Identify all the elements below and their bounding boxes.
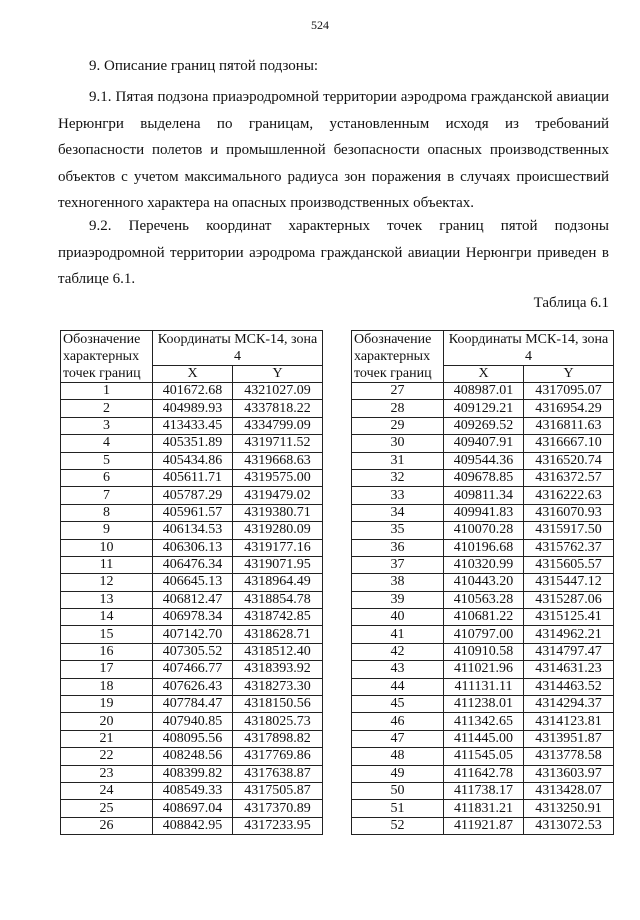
point-number-cell: 33 (352, 487, 444, 504)
x-coordinate-cell: 410320.99 (444, 556, 524, 573)
table-row (61, 696, 323, 713)
table-row (352, 730, 614, 747)
y-coordinate-cell: 4318273.30 (233, 678, 323, 695)
table-row (61, 591, 323, 608)
y-coordinate-cell: 4318393.92 (233, 661, 323, 678)
point-number-cell: 29 (352, 417, 444, 434)
paragraph-9-1: 9.1. Пятая подзона приаэродромной территории аэродрома гражданской авиации Нерюнгри выделена по границам, установленным исходя из требований безопасности полетов и промышленной безопасности опасных производственных объектов с учетом максимального радиуса зон поражения в случаях происшествий техногенного характера на опасных производственных объектах. (58, 89, 609, 211)
point-number-cell: 11 (61, 556, 153, 573)
y-coordinate-cell: 4317095.07 (524, 383, 614, 400)
point-number-cell: 16 (61, 643, 153, 660)
table-row (61, 556, 323, 573)
table-row (352, 435, 614, 452)
x-coordinate-cell: 408399.82 (153, 765, 233, 782)
x-coordinate-cell: 411831.21 (444, 800, 524, 817)
y-coordinate-cell: 4314123.81 (524, 713, 614, 730)
y-coordinate-cell: 4317370.89 (233, 800, 323, 817)
table-row (61, 487, 323, 504)
point-number-cell: 40 (352, 609, 444, 626)
point-number-cell: 51 (352, 800, 444, 817)
x-coordinate-cell: 408248.56 (153, 748, 233, 765)
table-row (352, 469, 614, 486)
x-coordinate-cell: 406812.47 (153, 591, 233, 608)
table-row (61, 713, 323, 730)
y-coordinate-cell: 4318628.71 (233, 626, 323, 643)
header-x: X (444, 366, 524, 383)
x-coordinate-cell: 406306.13 (153, 539, 233, 556)
point-number-cell: 41 (352, 626, 444, 643)
y-coordinate-cell: 4316070.93 (524, 504, 614, 521)
y-coordinate-cell: 4315762.37 (524, 539, 614, 556)
table-row (61, 539, 323, 556)
y-coordinate-cell: 4313603.97 (524, 765, 614, 782)
x-coordinate-cell: 406476.34 (153, 556, 233, 573)
point-number-cell: 42 (352, 643, 444, 660)
table-row (352, 643, 614, 660)
point-number-cell: 15 (61, 626, 153, 643)
x-coordinate-cell: 407466.77 (153, 661, 233, 678)
x-coordinate-cell: 409407.91 (444, 435, 524, 452)
table-row (352, 574, 614, 591)
point-number-cell: 37 (352, 556, 444, 573)
point-number-cell: 48 (352, 748, 444, 765)
x-coordinate-cell: 411921.87 (444, 817, 524, 834)
y-coordinate-cell: 4316954.29 (524, 400, 614, 417)
table-row (61, 626, 323, 643)
table-row (352, 504, 614, 521)
y-coordinate-cell: 4319479.02 (233, 487, 323, 504)
y-coordinate-cell: 4319668.63 (233, 452, 323, 469)
x-coordinate-cell: 413433.45 (153, 417, 233, 434)
point-number-cell: 26 (61, 817, 153, 834)
y-coordinate-cell: 4314463.52 (524, 678, 614, 695)
point-number-cell: 24 (61, 782, 153, 799)
table-row (61, 748, 323, 765)
x-coordinate-cell: 409269.52 (444, 417, 524, 434)
y-coordinate-cell: 4314294.37 (524, 696, 614, 713)
table-row (352, 591, 614, 608)
point-number-cell: 6 (61, 469, 153, 486)
y-coordinate-cell: 4319280.09 (233, 522, 323, 539)
point-number-cell: 7 (61, 487, 153, 504)
x-coordinate-cell: 411238.01 (444, 696, 524, 713)
table-row (61, 643, 323, 660)
table-row (352, 696, 614, 713)
point-number-cell: 28 (352, 400, 444, 417)
point-number-cell: 13 (61, 591, 153, 608)
point-number-cell: 10 (61, 539, 153, 556)
x-coordinate-cell: 408987.01 (444, 383, 524, 400)
point-number-cell: 8 (61, 504, 153, 521)
y-coordinate-cell: 4316520.74 (524, 452, 614, 469)
y-coordinate-cell: 4316222.63 (524, 487, 614, 504)
y-coordinate-cell: 4313250.91 (524, 800, 614, 817)
point-number-cell: 50 (352, 782, 444, 799)
page-number: 524 (311, 18, 329, 32)
x-coordinate-cell: 410797.00 (444, 626, 524, 643)
table-row (61, 730, 323, 747)
x-coordinate-cell: 409129.21 (444, 400, 524, 417)
y-coordinate-cell: 4316811.63 (524, 417, 614, 434)
table-body-left (61, 383, 323, 835)
point-number-cell: 52 (352, 817, 444, 834)
table-row (352, 800, 614, 817)
point-number-cell: 2 (61, 400, 153, 417)
table-row (61, 609, 323, 626)
paragraph-9-2: 9.2. Перечень координат характерных точек границ пятой подзоны приаэродромной территории аэродрома гражданской авиации Нерюнгри приведен в таблице 6.1. (58, 218, 609, 287)
x-coordinate-cell: 411642.78 (444, 765, 524, 782)
table-row (61, 469, 323, 486)
header-y: Y (524, 366, 614, 383)
table-row (352, 609, 614, 626)
table-row (352, 487, 614, 504)
y-coordinate-cell: 4316667.10 (524, 435, 614, 452)
point-number-cell: 35 (352, 522, 444, 539)
y-coordinate-cell: 4315605.57 (524, 556, 614, 573)
table-row (352, 452, 614, 469)
table-row (352, 748, 614, 765)
point-number-cell: 12 (61, 574, 153, 591)
y-coordinate-cell: 4316372.57 (524, 469, 614, 486)
y-coordinate-cell: 4315447.12 (524, 574, 614, 591)
y-coordinate-cell: 4317505.87 (233, 782, 323, 799)
y-coordinate-cell: 4318512.40 (233, 643, 323, 660)
point-number-cell: 31 (352, 452, 444, 469)
table-row (352, 661, 614, 678)
y-coordinate-cell: 4319177.16 (233, 539, 323, 556)
header-coordinates: Координаты МСК-14, зона 4 (444, 331, 614, 366)
table-row (61, 504, 323, 521)
x-coordinate-cell: 408697.04 (153, 800, 233, 817)
y-coordinate-cell: 4314631.23 (524, 661, 614, 678)
y-coordinate-cell: 4313428.07 (524, 782, 614, 799)
point-number-cell: 20 (61, 713, 153, 730)
x-coordinate-cell: 407626.43 (153, 678, 233, 695)
x-coordinate-cell: 409544.36 (444, 452, 524, 469)
table-row (61, 800, 323, 817)
table-row (61, 417, 323, 434)
point-number-cell: 5 (61, 452, 153, 469)
point-number-cell: 22 (61, 748, 153, 765)
y-coordinate-cell: 4318742.85 (233, 609, 323, 626)
x-coordinate-cell: 408549.33 (153, 782, 233, 799)
x-coordinate-cell: 410196.68 (444, 539, 524, 556)
y-coordinate-cell: 4317638.87 (233, 765, 323, 782)
point-number-cell: 17 (61, 661, 153, 678)
y-coordinate-cell: 4317233.95 (233, 817, 323, 834)
x-coordinate-cell: 409811.34 (444, 487, 524, 504)
table-row (352, 383, 614, 400)
y-coordinate-cell: 4315125.41 (524, 609, 614, 626)
point-number-cell: 18 (61, 678, 153, 695)
x-coordinate-cell: 406134.53 (153, 522, 233, 539)
x-coordinate-cell: 405611.71 (153, 469, 233, 486)
y-coordinate-cell: 4318964.49 (233, 574, 323, 591)
x-coordinate-cell: 411545.05 (444, 748, 524, 765)
x-coordinate-cell: 411021.96 (444, 661, 524, 678)
table-row (352, 400, 614, 417)
point-number-cell: 27 (352, 383, 444, 400)
y-coordinate-cell: 4315917.50 (524, 522, 614, 539)
point-number-cell: 49 (352, 765, 444, 782)
point-number-cell: 21 (61, 730, 153, 747)
y-coordinate-cell: 4318150.56 (233, 696, 323, 713)
table-row (352, 556, 614, 573)
y-coordinate-cell: 4317898.82 (233, 730, 323, 747)
y-coordinate-cell: 4314797.47 (524, 643, 614, 660)
point-number-cell: 38 (352, 574, 444, 591)
section-title: 9. Описание границ пятой подзоны: (89, 58, 319, 74)
x-coordinate-cell: 410910.58 (444, 643, 524, 660)
header-coordinates: Координаты МСК-14, зона 4 (153, 331, 323, 366)
point-number-cell: 34 (352, 504, 444, 521)
x-coordinate-cell: 408095.56 (153, 730, 233, 747)
y-coordinate-cell: 4317769.86 (233, 748, 323, 765)
table-row (61, 574, 323, 591)
table-row (61, 435, 323, 452)
x-coordinate-cell: 409678.85 (444, 469, 524, 486)
point-number-cell: 14 (61, 609, 153, 626)
y-coordinate-cell: 4321027.09 (233, 383, 323, 400)
y-coordinate-cell: 4318025.73 (233, 713, 323, 730)
x-coordinate-cell: 411445.00 (444, 730, 524, 747)
x-coordinate-cell: 411131.11 (444, 678, 524, 695)
table-row (352, 417, 614, 434)
table-row (61, 400, 323, 417)
header-point-name: Обозначение характерных точек границ (352, 331, 444, 383)
point-number-cell: 47 (352, 730, 444, 747)
x-coordinate-cell: 408842.95 (153, 817, 233, 834)
point-number-cell: 44 (352, 678, 444, 695)
table-row (61, 817, 323, 834)
x-coordinate-cell: 407142.70 (153, 626, 233, 643)
x-coordinate-cell: 405434.86 (153, 452, 233, 469)
y-coordinate-cell: 4318854.78 (233, 591, 323, 608)
coordinates-table-left (60, 330, 323, 835)
point-number-cell: 25 (61, 800, 153, 817)
y-coordinate-cell: 4334799.09 (233, 417, 323, 434)
table-row (352, 817, 614, 834)
y-coordinate-cell: 4319380.71 (233, 504, 323, 521)
point-number-cell: 1 (61, 383, 153, 400)
x-coordinate-cell: 410443.20 (444, 574, 524, 591)
x-coordinate-cell: 407940.85 (153, 713, 233, 730)
table-row (352, 626, 614, 643)
x-coordinate-cell: 407305.52 (153, 643, 233, 660)
table-row (352, 782, 614, 799)
y-coordinate-cell: 4315287.06 (524, 591, 614, 608)
table-row (61, 522, 323, 539)
y-coordinate-cell: 4314962.21 (524, 626, 614, 643)
table-body-right (352, 383, 614, 835)
point-number-cell: 43 (352, 661, 444, 678)
table-row (61, 452, 323, 469)
point-number-cell: 36 (352, 539, 444, 556)
point-number-cell: 32 (352, 469, 444, 486)
x-coordinate-cell: 409941.83 (444, 504, 524, 521)
x-coordinate-cell: 410070.28 (444, 522, 524, 539)
point-number-cell: 46 (352, 713, 444, 730)
x-coordinate-cell: 410563.28 (444, 591, 524, 608)
x-coordinate-cell: 405351.89 (153, 435, 233, 452)
x-coordinate-cell: 410681.22 (444, 609, 524, 626)
coordinates-table-right (351, 330, 614, 835)
header-y: Y (233, 366, 323, 383)
y-coordinate-cell: 4313778.58 (524, 748, 614, 765)
table-row (352, 765, 614, 782)
table-caption: Таблица 6.1 (533, 295, 609, 311)
header-x: X (153, 366, 233, 383)
x-coordinate-cell: 411342.65 (444, 713, 524, 730)
x-coordinate-cell: 404989.93 (153, 400, 233, 417)
point-number-cell: 45 (352, 696, 444, 713)
y-coordinate-cell: 4319711.52 (233, 435, 323, 452)
y-coordinate-cell: 4313951.87 (524, 730, 614, 747)
header-point-name: Обозначение характерных точек границ (61, 331, 153, 383)
table-row (61, 765, 323, 782)
point-number-cell: 4 (61, 435, 153, 452)
table-row (61, 661, 323, 678)
x-coordinate-cell: 411738.17 (444, 782, 524, 799)
y-coordinate-cell: 4319575.00 (233, 469, 323, 486)
point-number-cell: 39 (352, 591, 444, 608)
x-coordinate-cell: 407784.47 (153, 696, 233, 713)
table-row (352, 522, 614, 539)
x-coordinate-cell: 406978.34 (153, 609, 233, 626)
table-row (352, 678, 614, 695)
point-number-cell: 23 (61, 765, 153, 782)
table-row (61, 383, 323, 400)
point-number-cell: 19 (61, 696, 153, 713)
table-row (352, 713, 614, 730)
x-coordinate-cell: 401672.68 (153, 383, 233, 400)
x-coordinate-cell: 405961.57 (153, 504, 233, 521)
table-row (61, 678, 323, 695)
y-coordinate-cell: 4319071.95 (233, 556, 323, 573)
table-row (352, 539, 614, 556)
y-coordinate-cell: 4337818.22 (233, 400, 323, 417)
y-coordinate-cell: 4313072.53 (524, 817, 614, 834)
table-row (61, 782, 323, 799)
x-coordinate-cell: 406645.13 (153, 574, 233, 591)
point-number-cell: 3 (61, 417, 153, 434)
point-number-cell: 30 (352, 435, 444, 452)
x-coordinate-cell: 405787.29 (153, 487, 233, 504)
point-number-cell: 9 (61, 522, 153, 539)
